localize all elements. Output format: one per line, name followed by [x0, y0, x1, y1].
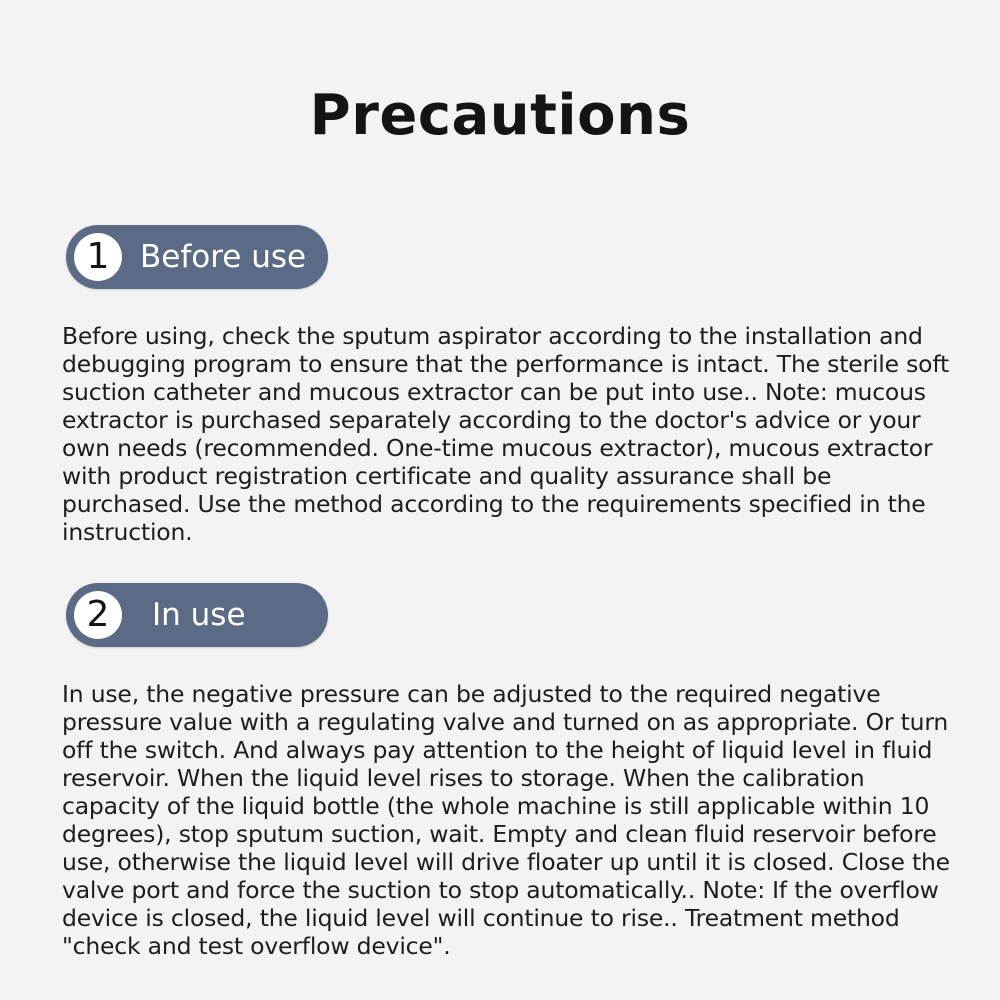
section-heading-before-use	[66, 225, 328, 289]
section-body-before-use: Before using, check the sputum aspirator according to the installation and debugging program to ensure that the performance is intact. The sterile soft suction catheter and mucous extractor can be put into use.. Note: mucous extractor is purchased separately according to the doctor's advice or your own needs (recommended. One-time mucous extractor), mucous extractor with product registration certificate and quality assurance shall be purchased. Use the method according to the requirements specified in the instruction.	[62, 322, 950, 546]
page-title: Precautions	[309, 83, 691, 148]
section-number-badge: 2	[74, 591, 122, 639]
section-heading-label: In use	[152, 597, 246, 633]
section-heading-label: Before use	[140, 239, 307, 275]
section-number-badge: 1	[74, 233, 122, 281]
section-body-in-use: In use, the negative pressure can be adjusted to the required negative pressure value with a regulating valve and turned on as appropriate. Or turn off the switch. And always pay attention to the height of liquid level in fluid reservoir. When the liquid level rises to storage. When the calibration capacity of the liquid bottle (the whole machine is still applicable within 10 degrees), stop sputum suction, wait. Empty and clean fluid reservoir before use, otherwise the liquid level will drive floater up until it is closed. Close the valve port and force the suction to stop automatically.. Note: If the overflow device is closed, the liquid level will continue to rise.. Treatment method "check and test overflow device".	[62, 680, 950, 960]
section-heading-in-use	[66, 583, 328, 647]
